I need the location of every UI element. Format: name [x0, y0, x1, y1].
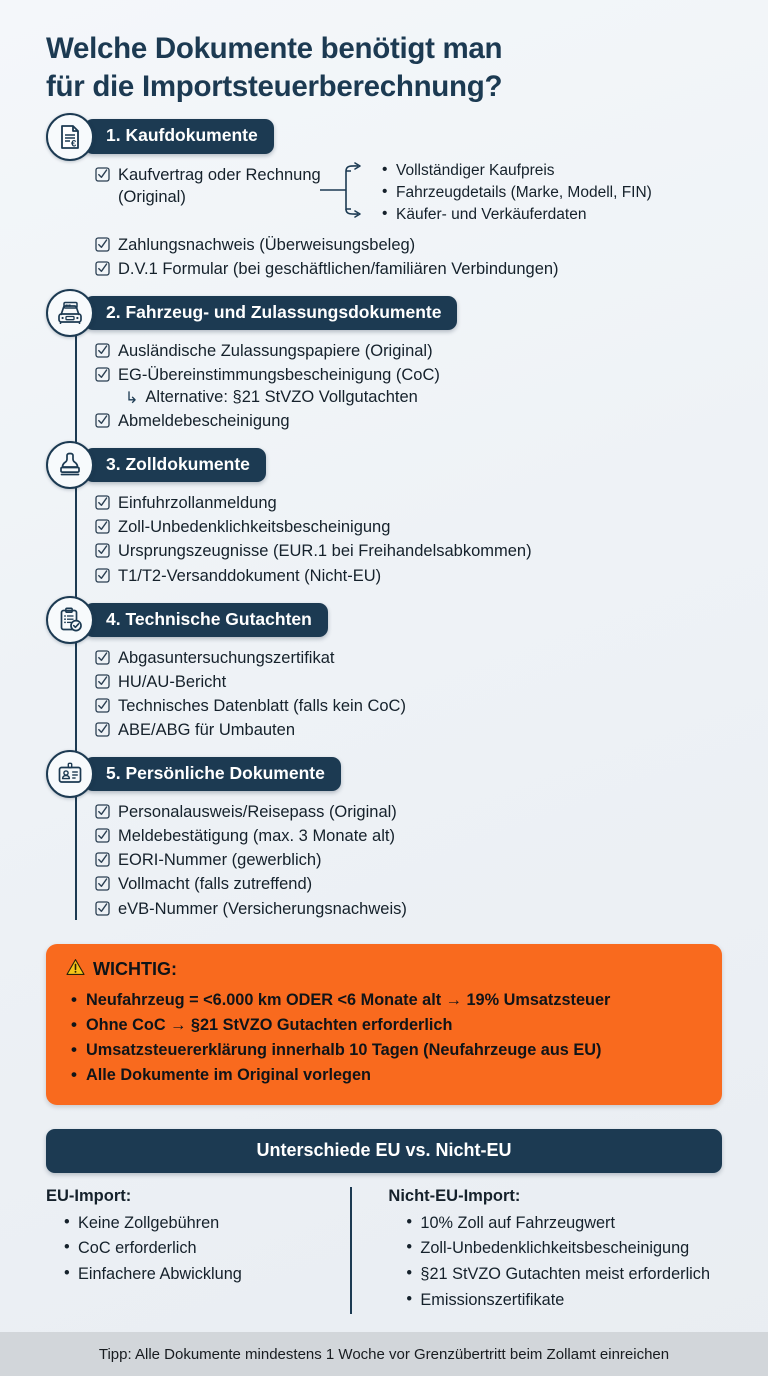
section-header: [46, 755, 768, 793]
list-item-label: HU/AU-Bericht: [118, 672, 227, 691]
list-item: [95, 565, 768, 587]
checkbox-icon: [95, 828, 110, 843]
warning-heading-label: WICHTIG:: [93, 958, 177, 979]
id-card-icon: [46, 750, 94, 798]
comparison-item: • CoC erforderlich: [64, 1236, 338, 1262]
warning-heading: [66, 958, 702, 981]
warning-triangle-icon: [66, 958, 85, 981]
list-item: [95, 825, 768, 847]
list-item-label: Ursprungszeugnisse (EUR.1 bei Freihandelsabkommen): [118, 542, 532, 561]
section-items: [0, 161, 768, 280]
comparison-list-noneu: [388, 1211, 710, 1314]
comparison-column-eu: [46, 1187, 350, 1314]
list-item: [95, 898, 768, 920]
list-item: [95, 801, 768, 823]
section-items: [0, 801, 768, 920]
checkbox-icon: [95, 852, 110, 867]
list-item-label: Einfuhrzollanmeldung: [118, 494, 277, 513]
list-item: [95, 695, 768, 717]
section-header: [46, 118, 768, 156]
checkbox-icon: [95, 876, 110, 891]
comparison-item: • §21 StVZO Gutachten meist erforderlich: [406, 1262, 710, 1288]
checkbox-icon: [95, 543, 110, 558]
page-title-line-2: für die Importsteuerberechnung?: [46, 69, 503, 103]
list-item: [95, 719, 768, 741]
checkbox-icon: [95, 413, 110, 428]
branch-item: • Fahrzeugdetails (Marke, Modell, FIN): [382, 182, 652, 204]
page-title: [0, 0, 768, 112]
list-item-label: D.V.1 Formular (bei geschäftlichen/familiären Verbindungen): [118, 259, 559, 278]
checkbox-icon: [95, 722, 110, 737]
section-badge-label: 3. Zolldokumente: [84, 448, 266, 482]
list-item-label: Technisches Datenblatt (falls kein CoC): [118, 696, 406, 715]
section-items: [0, 647, 768, 741]
sub-item: [95, 388, 768, 408]
branch-item: • Vollständiger Kaufpreis: [382, 160, 652, 182]
checkbox-icon: [95, 519, 110, 534]
branch-details: [320, 160, 652, 226]
list-item-label: EG-Übereinstimmungsbescheinigung (CoC): [118, 366, 440, 385]
sections-timeline: [0, 118, 768, 928]
comparison-item: • Emissionszertifikate: [406, 1288, 710, 1314]
svg-text:€: €: [71, 138, 77, 149]
checkbox-icon: [95, 674, 110, 689]
list-item-label: eVB-Nummer (Versicherungsnachweis): [118, 899, 407, 918]
section-header: [46, 294, 768, 332]
list-item: [95, 671, 768, 693]
corner-arrow-icon: ↳: [125, 390, 139, 408]
section-header: [46, 601, 768, 639]
checkbox-icon: [95, 261, 110, 276]
section-badge-label: 4. Technische Gutachten: [84, 603, 328, 637]
list-item: [95, 540, 768, 562]
comparison-body: [46, 1187, 722, 1314]
comparison-list-eu: [46, 1211, 338, 1288]
branch-connector-icon: [320, 161, 382, 224]
list-item: [95, 258, 768, 280]
warning-item: • Alle Dokumente im Original vorlegen: [66, 1063, 702, 1088]
warning-item: • Neufahrzeug = <6.000 km ODER <6 Monate alt → 19% Umsatzsteuer: [66, 988, 702, 1013]
branch-list: [382, 160, 652, 226]
stamp-icon: [46, 441, 94, 489]
checkbox-icon: [95, 650, 110, 665]
list-item: [95, 647, 768, 669]
section-items: [0, 492, 768, 586]
section-header: [46, 446, 768, 484]
warning-item: • Ohne CoC → §21 StVZO Gutachten erforderlich: [66, 1013, 702, 1038]
comparison-item: • Zoll-Unbedenklichkeitsbescheinigung: [406, 1236, 710, 1262]
list-item-label: Kaufvertrag oder Rechnung (Original): [118, 165, 321, 206]
comparison-title: Unterschiede EU vs. Nicht-EU: [46, 1129, 722, 1173]
checkbox-icon: [95, 167, 110, 182]
branch-item: • Käufer- und Verkäuferdaten: [382, 204, 652, 226]
section-badge-label: 2. Fahrzeug- und Zulassungsdokumente: [84, 296, 457, 330]
list-item-label: Zoll-Unbedenklichkeitsbescheinigung: [118, 518, 391, 537]
list-item-label: Abmeldebescheinigung: [118, 412, 290, 431]
comparison-heading-noneu: Nicht-EU-Import:: [388, 1186, 521, 1205]
list-item: [95, 492, 768, 514]
footer-tip-bar: [0, 1332, 768, 1376]
list-item: [95, 364, 768, 386]
checkbox-icon: [95, 237, 110, 252]
checkbox-icon: [95, 568, 110, 583]
comparison-heading-eu: EU-Import:: [46, 1186, 132, 1205]
list-item: [95, 516, 768, 538]
footer-tip-label: Tipp: Alle Dokumente mindestens 1 Woche vor Grenzübertritt beim Zollamt einreichen: [98, 1345, 670, 1363]
warning-item: • Umsatzsteuererklärung innerhalb 10 Tagen (Neufahrzeuge aus EU): [66, 1038, 702, 1063]
svg-text:■■: ■■: [65, 302, 71, 308]
checkbox-icon: [95, 343, 110, 358]
list-item-label: Ausländische Zulassungspapiere (Original): [118, 341, 433, 360]
section-persoenliche-dokumente: [0, 755, 768, 920]
checkbox-icon: [95, 698, 110, 713]
car-front-icon: [46, 289, 94, 337]
list-item-label: ABE/ABG für Umbauten: [118, 721, 295, 740]
list-item-label: Abgasuntersuchungszertifikat: [118, 648, 335, 667]
list-item-label: Vollmacht (falls zutreffend): [118, 875, 313, 894]
section-technische-gutachten: [0, 601, 768, 741]
list-item-label: EORI-Nummer (gewerblich): [118, 851, 322, 870]
list-item-label: Zahlungsnachweis (Überweisungsbeleg): [118, 235, 416, 254]
clipboard-check-icon: [46, 596, 94, 644]
list-item-label: Meldebestätigung (max. 3 Monate alt): [118, 827, 395, 846]
list-item-label: Personalausweis/Reisepass (Original): [118, 803, 397, 822]
section-fahrzeug-zulassung: [0, 294, 768, 432]
checkbox-icon: [95, 804, 110, 819]
list-item: [95, 234, 768, 256]
section-items: [0, 340, 768, 432]
list-item: [95, 849, 768, 871]
section-kaufdokumente: [0, 118, 768, 280]
section-zolldokumente: [0, 446, 768, 586]
comparison-item: • Einfachere Abwicklung: [64, 1262, 338, 1288]
important-warning-box: [46, 944, 722, 1105]
sub-item-label: Alternative: §21 StVZO Vollgutachten: [145, 388, 418, 407]
comparison-item: • Keine Zollgebühren: [64, 1211, 338, 1237]
section-badge-label: 5. Persönliche Dokumente: [84, 757, 341, 791]
document-euro-icon: [46, 113, 94, 161]
comparison-item: • 10% Zoll auf Fahrzeugwert: [406, 1211, 710, 1237]
comparison-column-noneu: [350, 1187, 722, 1314]
checkbox-icon: [95, 367, 110, 382]
checkbox-icon: [95, 901, 110, 916]
list-item: [95, 873, 768, 895]
list-item-label: T1/T2-Versanddokument (Nicht-EU): [118, 566, 382, 585]
warning-list: [66, 988, 702, 1089]
section-badge-label: 1. Kaufdokumente: [84, 119, 274, 153]
list-item: [95, 410, 768, 432]
page-title-line-1: Welche Dokumente benötigt man: [46, 32, 503, 65]
checkbox-icon: [95, 495, 110, 510]
list-item: [95, 340, 768, 362]
